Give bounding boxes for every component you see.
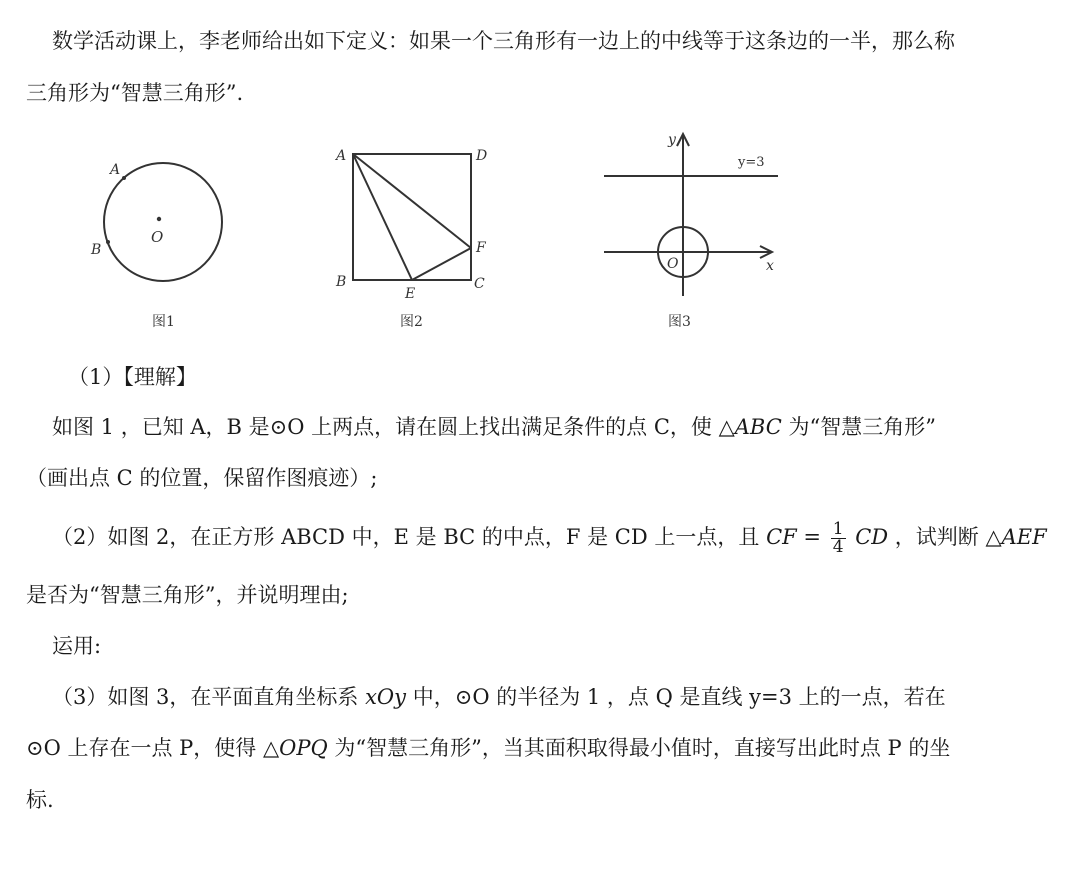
part-3-text-c: ⊙O 上存在一点 P，使得 — [26, 736, 257, 760]
part-3-line-1 — [52, 682, 946, 712]
label-f: F — [476, 240, 486, 256]
segment-ae — [353, 154, 412, 280]
part-3-text-d: 为“智慧三角形”，当其面积取得最小值时，直接写出此时点 P 的坐 — [334, 736, 951, 760]
part-1-text-a: 如图 1 ，已知 A，B 是⊙O 上两点，请在圆上找出满足条件的点 C，使 — [52, 415, 712, 439]
triangle-aef: △AEF — [985, 525, 1047, 549]
label-a: A — [110, 162, 121, 178]
square-abcd — [353, 154, 471, 280]
figures-panel — [0, 118, 1080, 348]
label-d: D — [476, 148, 488, 164]
part-2-text-a: （2）如图 2，在正方形 ABCD 中，E 是 BC 的中点，F 是 CD 上一点，且 — [52, 525, 760, 549]
figure-2-caption: 图2 — [400, 314, 423, 330]
figure-1 — [90, 162, 222, 330]
label-y: y — [668, 132, 676, 148]
part-2-line-1 — [52, 521, 1047, 556]
label-o: O — [151, 228, 164, 246]
part-3-line-3: 标. — [26, 788, 54, 812]
fraction-numerator: 1 — [832, 519, 844, 539]
label-b: B — [336, 274, 347, 290]
figure-1-caption: 图1 — [152, 314, 175, 330]
part-3-text-a: （3）如图 3，在平面直角坐标系 — [52, 685, 359, 709]
figure-3 — [604, 132, 778, 330]
triangle-abc: △ABC — [718, 415, 782, 439]
center-dot — [157, 217, 161, 221]
label-a: A — [336, 148, 347, 164]
figure-3-caption: 图3 — [668, 314, 691, 330]
point-b-dot — [106, 240, 110, 244]
apply-label: 运用: — [52, 634, 102, 658]
label-line: y=3 — [738, 155, 765, 170]
segment-ef — [412, 248, 471, 280]
fraction-one-quarter — [831, 521, 846, 556]
intro-line-1: 数学活动课上，李老师给出如下定义：如果一个三角形有一边上的中线等于这条边的一半，那么称 — [52, 29, 955, 53]
figure-2 — [334, 148, 487, 330]
label-e: E — [405, 286, 416, 302]
intro-line-2: 三角形为“智慧三角形”. — [26, 81, 244, 105]
segment-af — [353, 154, 471, 248]
label-c: C — [474, 276, 485, 292]
point-a-dot — [122, 176, 126, 180]
label-x: x — [766, 258, 774, 274]
math-cf: CF = — [766, 525, 821, 549]
label-o: O — [667, 256, 679, 272]
part-3-text-b: 中，⊙O 的半径为 1 ，点 Q 是直线 y=3 上的一点，若在 — [412, 685, 946, 709]
part-3-line-2 — [26, 733, 950, 763]
part-2-text-b: ，试判断 — [894, 525, 979, 549]
part-1-heading: （1）【理解】 — [68, 365, 197, 389]
math-xoy: xOy — [365, 685, 407, 709]
fraction-denominator: 4 — [832, 537, 844, 557]
triangle-opq: △OPQ — [262, 736, 328, 760]
part-1-text-b: 为“智慧三角形” — [788, 415, 936, 439]
math-cd: CD — [855, 525, 889, 549]
part-1-line-2: （画出点 C 的位置，保留作图痕迹）; — [26, 466, 378, 490]
circle-o — [104, 163, 222, 281]
part-1-line-1 — [52, 412, 936, 442]
label-b: B — [91, 242, 102, 258]
part-2-line-2: 是否为“智慧三角形”，并说明理由; — [26, 583, 349, 607]
